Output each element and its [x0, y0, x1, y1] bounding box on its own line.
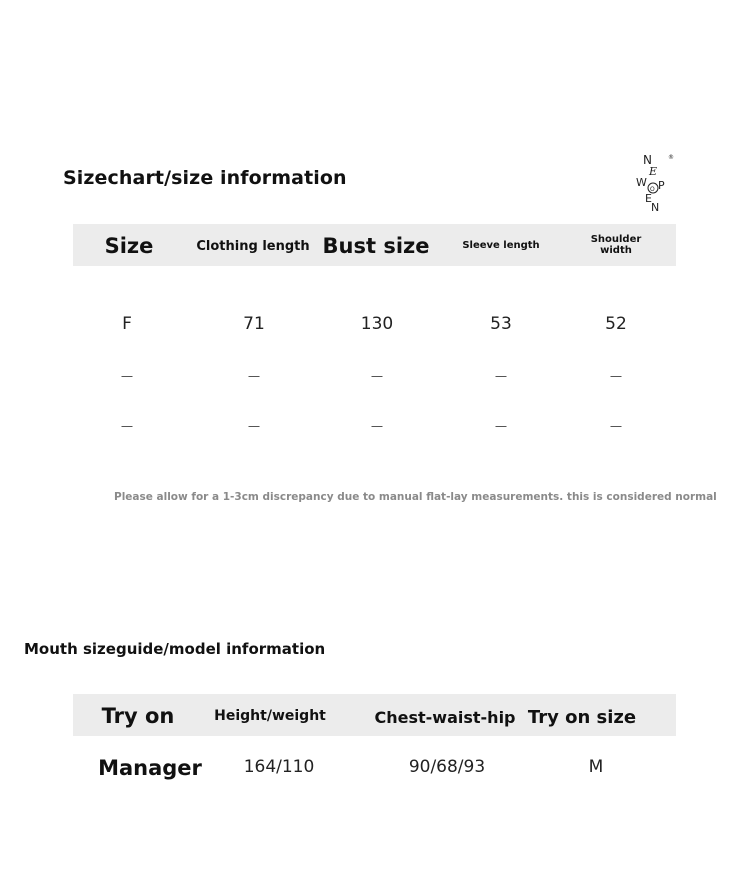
header-shoulder-width-line2: width	[600, 245, 632, 256]
header-sleeve-length: Sleeve length	[462, 240, 540, 251]
header-clothing-length: Clothing length	[196, 239, 310, 254]
logo-letter-e: E	[649, 165, 658, 178]
empty-cell-dash	[249, 376, 260, 377]
header-try-on-size: Try on size	[527, 707, 637, 728]
header-chest-waist-hip: Chest-waist-hip	[374, 708, 516, 727]
cell-shoulder-width: 52	[605, 314, 627, 334]
logo-letter-p: P	[658, 179, 665, 192]
empty-cell-dash	[122, 426, 133, 427]
logo-letter-n2: N	[651, 201, 660, 214]
logo-letter-w: W	[636, 176, 647, 189]
model-try-on-size: M	[588, 757, 604, 777]
header-shoulder-width-line1: Shoulder	[590, 234, 642, 245]
empty-cell-dash	[496, 376, 507, 377]
empty-cell-dash	[496, 426, 507, 427]
size-chart-title: Sizechart/size information	[63, 167, 347, 189]
empty-cell-dash	[611, 426, 622, 427]
model-info-title: Mouth sizeguide/model information	[24, 640, 326, 658]
logo-letter-e2: E	[645, 192, 652, 205]
header-size: Size	[104, 234, 154, 258]
model-height-weight: 164/110	[243, 757, 315, 777]
empty-cell-dash	[372, 426, 383, 427]
header-bust-size: Bust size	[322, 234, 430, 258]
model-chest-waist-hip: 90/68/93	[408, 757, 486, 777]
cell-sleeve-length: 53	[490, 314, 512, 334]
measurement-note: Please allow for a 1-3cm discrepancy due to manual flat-lay measurements. this is considered normal	[114, 491, 717, 503]
header-shoulder-width	[591, 234, 642, 256]
brand-monogram-icon	[632, 150, 678, 214]
logo-letter-o: O	[650, 186, 655, 193]
empty-cell-dash	[249, 426, 260, 427]
header-height-weight: Height/weight	[214, 708, 326, 724]
cell-bust-size: 130	[360, 314, 394, 334]
logo-letter-n: N	[643, 153, 652, 167]
empty-cell-dash	[372, 376, 383, 377]
header-try-on: Try on	[101, 704, 175, 728]
cell-clothing-length: 71	[243, 314, 265, 334]
empty-cell-dash	[122, 376, 133, 377]
model-name: Manager	[98, 756, 202, 780]
empty-cell-dash	[611, 376, 622, 377]
logo-registered-mark: ®	[668, 154, 674, 161]
cell-size: F	[122, 314, 132, 334]
